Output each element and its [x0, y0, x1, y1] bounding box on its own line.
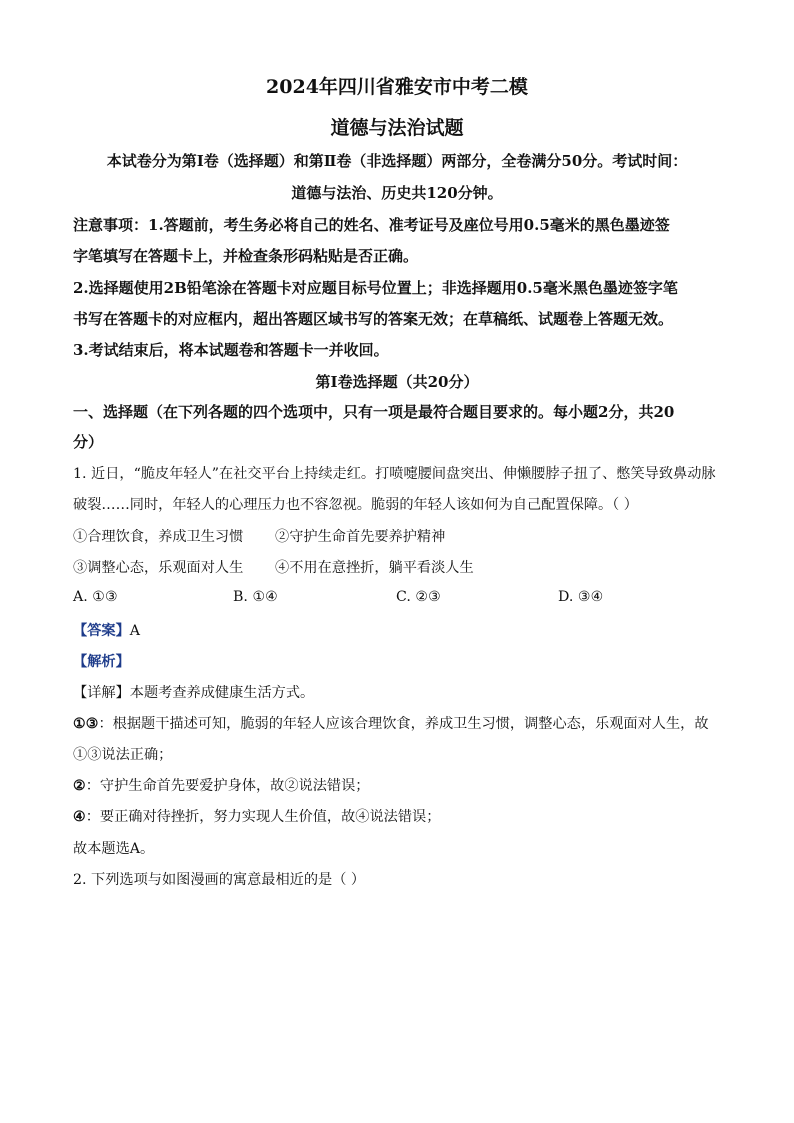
section-heading-line-1: 一、选择题（在下列各题的四个选项中，只有一项是最符合题目要求的。每小题2分，共20	[73, 403, 675, 421]
answer-tag: 【答案】	[73, 623, 130, 639]
q1-detail	[73, 682, 314, 702]
intro-line-1: 本试卷分为第Ⅰ卷（选择题）和第Ⅱ卷（非选择题）两部分，全卷满分50分。考试时间：	[106, 152, 688, 170]
q1-explanation-3	[73, 806, 440, 826]
detail-tag: 【详解】	[73, 685, 130, 701]
q1-explanation-1-cont: ①③说法正确；	[73, 747, 173, 763]
q1-explanation-2	[73, 775, 370, 795]
notice-line-5: 3.考试结束后，将本试题卷和答题卡一并收回。	[73, 341, 389, 359]
page-title: 2024年四川省雅安市中考二模	[266, 76, 528, 98]
section-heading-line-2: 分）	[73, 433, 104, 451]
q1-stem-line-2: 破裂……同时，年轻人的心理压力也不容忽视。脆弱的年轻人该如何为自己配置保障。（ ）	[73, 497, 638, 513]
q1-option-b: B. ①④	[233, 589, 278, 605]
q1-statement-4: ④不用在意挫折，躺平看淡人生	[275, 560, 474, 576]
explanation-1-text: ：根据题干描述可知，脆弱的年轻人应该合理饮食，养成卫生习惯，调整心态，乐观面对人生，故	[98, 716, 709, 732]
notice-line-1: 注意事项：1.答题前，考生务必将自己的姓名、准考证号及座位号用0.5毫米的黑色墨迹签	[73, 216, 670, 234]
notice-line-4: 书写在答题卡的对应框内，超出答题区域书写的答案无效；在草稿纸、试题卷上答题无效。	[73, 310, 674, 328]
q1-explanation-1	[73, 713, 709, 733]
notice-line-3: 2.选择题使用2B铅笔涂在答题卡对应题目标号位置上；非选择题用0.5毫米黑色墨迹签字笔	[73, 279, 678, 297]
q1-option-c: C. ②③	[396, 589, 441, 605]
q1-statement-1: ①合理饮食，养成卫生习惯	[73, 529, 244, 545]
q1-statement-2: ②守护生命首先要养护精神	[275, 529, 446, 545]
q1-answer	[73, 620, 140, 640]
answer-value: A	[129, 623, 141, 639]
analysis-tag: 【解析】	[73, 654, 130, 670]
part-one-heading: 第Ⅰ卷选择题（共20分）	[315, 373, 479, 391]
q1-analysis	[73, 651, 130, 671]
explanation-3-text: ：要正确对待挫折，努力实现人生价值，故④说法错误；	[85, 809, 441, 825]
explanation-3-label: ④	[73, 809, 86, 825]
explanation-2-text: ：守护生命首先要爱护身体，故②说法错误；	[85, 778, 370, 794]
explanation-2-label: ②	[73, 778, 86, 794]
q1-statement-3: ③调整心态，乐观面对人生	[73, 560, 244, 576]
explanation-1-label: ①③	[73, 716, 99, 732]
notice-line-2: 字笔填写在答题卡上，并检查条形码粘贴是否正确。	[73, 247, 419, 265]
intro-line-2: 道德与法治、历史共120分钟。	[291, 184, 503, 202]
q1-stem-line-1: 1. 近日，“脆皮年轻人”在社交平台上持续走红。打喷嚏腰间盘突出、伸懒腰脖子扭了、憋笑导致鼻动脉	[73, 466, 716, 482]
q1-option-a: A. ①③	[73, 589, 118, 605]
page-subtitle: 道德与法治试题	[330, 117, 464, 139]
q1-option-d: D. ③④	[558, 589, 604, 605]
q2-stem-line-1: 2. 下列选项与如图漫画的寓意最相近的是（ ）	[73, 872, 366, 888]
q1-conclusion: 故本题选A。	[73, 841, 155, 857]
detail-text: 本题考查养成健康生活方式。	[129, 685, 315, 701]
